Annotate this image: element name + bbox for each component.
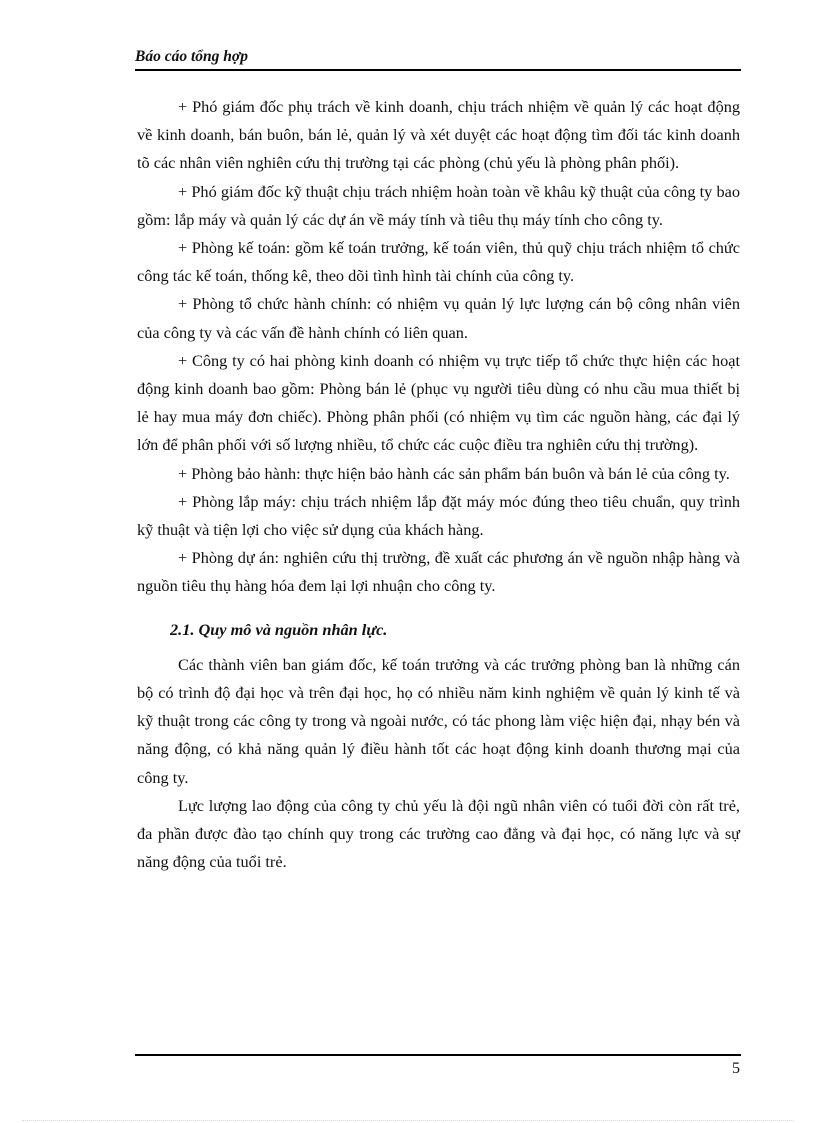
section-heading: 2.1. Quy mô và nguồn nhân lực. [170,619,388,639]
paragraph-accounting-department: + Phòng kế toán: gồm kế toán trưởng, kế toán viên, thủ quỹ chịu trách nhiệm tổ chức công tác kế toán, thống kê, theo dõi tình hình tài chính của công ty. [137,238,740,286]
paragraph-assembly-department: + Phòng lắp máy: chịu trách nhiệm lắp đặt máy móc đúng theo tiêu chuẩn, quy trình kỹ thuật và tiện lợi cho việc sử dụng của khách hàng. [137,491,740,540]
paragraph-deputy-director-business: + Phó giám đốc phụ trách về kinh doanh, chịu trách nhiệm về quản lý các hoạt động về kinh doanh, bán buôn, bán lẻ, quản lý và xét duyệt các hoạt động tìm đối tác kinh doanh tõ các nhân viên nghiên cứu thị trường tại các phòng (chủ yếu là phòng phân phối). [137,97,740,173]
page-number: 5 [732,1060,740,1077]
document-body [137,93,740,876]
page-header-title: Báo cáo tổng hợp [135,48,248,65]
paragraph-administration-department: + Phòng tổ chức hành chính: có nhiệm vụ quản lý lực lượng cán bộ công nhân viên của công ty và các vấn đề hành chính có liên quan. [137,294,740,342]
paragraph-business-departments: + Công ty có hai phòng kinh doanh có nhiệm vụ trực tiếp tổ chức thực hiện các hoạt động kinh doanh bao gồm: Phòng bán lẻ (phục vụ người tiêu dùng có nhu cầu mua thiết bị lẻ hay mua máy đơn chiếc). Phòng phân phối (có nhiệm vụ tìm các nguồn hàng, các đại lý lớn để phân phối với số lượng nhiều, tổ chức các cuộc điều tra nghiên cứu thị trường). [137,350,740,455]
paragraph-management-staff: Các thành viên ban giám đốc, kế toán trưởng và các trưởng phòng ban là những cán bộ có trình độ đại học và trên đại học, họ có nhiều năm kinh nghiệm về quản lý kinh tế và kỹ thuật trong các công ty trong và ngoài nước, có tác phong làm việc hiện đại, nhạy bén và năng động, có khả năng quản lý điều hành tốt các hoạt động kinh doanh thương mại của công ty. [137,654,740,787]
header-divider [135,69,741,71]
paragraph-warranty-department: + Phòng bảo hành: thực hiện bảo hành các sản phẩm bán buôn và bán lẻ của công ty. [178,463,730,483]
paragraph-workforce: Lực lượng lao động của công ty chủ yếu là đội ngũ nhân viên có tuổi đời còn rất trẻ, đa phần được đào tạo chính quy trong các trường cao đẳng và đại học, có năng lực và sự năng động của tuổi trẻ. [137,795,740,872]
footer-divider [135,1054,741,1056]
paragraph-deputy-director-technical: + Phó giám đốc kỹ thuật chịu trách nhiệm hoàn toàn về khâu kỹ thuật của công ty bao gồm: lắp máy và quản lý các dự án về máy tính và tiêu thụ máy tính cho công ty. [137,181,740,229]
page-bottom-edge [22,1120,794,1121]
paragraph-project-department: + Phòng dự án: nghiên cứu thị trường, đề xuất các phương án về nguồn nhập hàng và nguồn tiêu thụ hàng hóa đem lại lợi nhuận cho công ty. [137,548,740,596]
